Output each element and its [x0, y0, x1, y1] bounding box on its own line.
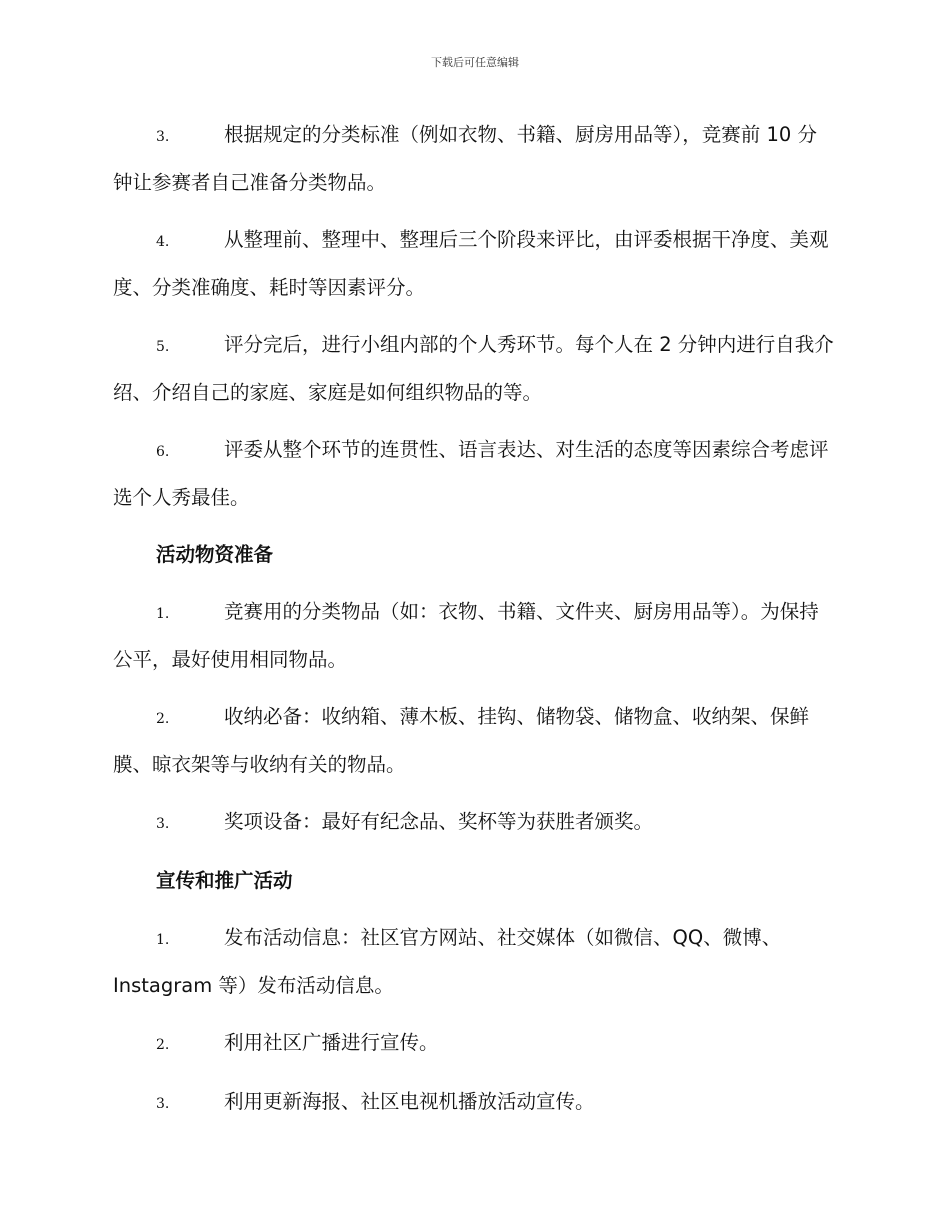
item-text: 收纳必备：收纳箱、薄木板、挂钩、储物袋、储物盒、收纳架、保鲜膜、晾衣架等与收纳有关的物品。: [113, 705, 810, 776]
item-number: 1.: [156, 606, 170, 622]
item-text: 竞赛用的分类物品（如：衣物、书籍、文件夹、厨房用品等）。为保持公平，最好使用相同物品。: [113, 600, 819, 671]
item-number: 4.: [156, 234, 170, 250]
item-number: 2.: [156, 1037, 170, 1053]
section-heading-materials: 活动物资准备: [156, 543, 274, 566]
item-text: 利用社区广播进行宣传。: [224, 1031, 439, 1054]
item-text: 根据规定的分类标准（例如衣物、书籍、厨房用品等），竞赛前 10 分钟让参赛者自己准备分类物品。: [113, 123, 817, 194]
list-item: [113, 112, 835, 206]
list-item: [113, 1079, 835, 1127]
list-item: [113, 694, 835, 788]
item-number: 3.: [156, 816, 170, 832]
item-number: 1.: [156, 932, 170, 948]
document-body: [113, 112, 835, 1138]
item-number: 3.: [156, 1096, 170, 1112]
page-header: 下载后可任意编辑: [431, 56, 519, 69]
list-item: [113, 1020, 835, 1068]
item-number: 3.: [156, 129, 170, 145]
item-number: 6.: [156, 444, 170, 460]
list-item: [113, 322, 835, 416]
section-heading-promotion: 宣传和推广活动: [156, 869, 293, 892]
item-text: 从整理前、整理中、整理后三个阶段来评比，由评委根据干净度、美观度、分类准确度、耗时等因素评分。: [113, 228, 829, 299]
item-number: 5.: [156, 339, 170, 355]
item-text: 利用更新海报、社区电视机播放活动宣传。: [224, 1090, 595, 1113]
list-item: [113, 427, 835, 521]
list-item: [113, 915, 835, 1009]
item-text: 奖项设备：最好有纪念品、奖杯等为获胜者颁奖。: [224, 810, 654, 833]
item-text: 评分完后，进行小组内部的个人秀环节。每个人在 2 分钟内进行自我介绍、介绍自己的家庭、家庭是如何组织物品的等。: [113, 333, 834, 404]
item-number: 2.: [156, 711, 170, 727]
list-item: [113, 217, 835, 311]
list-item: [113, 589, 835, 683]
list-item: [113, 799, 835, 847]
item-text: 发布活动信息：社区官方网站、社交媒体（如微信、QQ、微博、Instagram 等）发布活动信息。: [113, 926, 782, 997]
item-text: 评委从整个环节的连贯性、语言表达、对生活的态度等因素综合考虑评选个人秀最佳。: [113, 438, 829, 509]
